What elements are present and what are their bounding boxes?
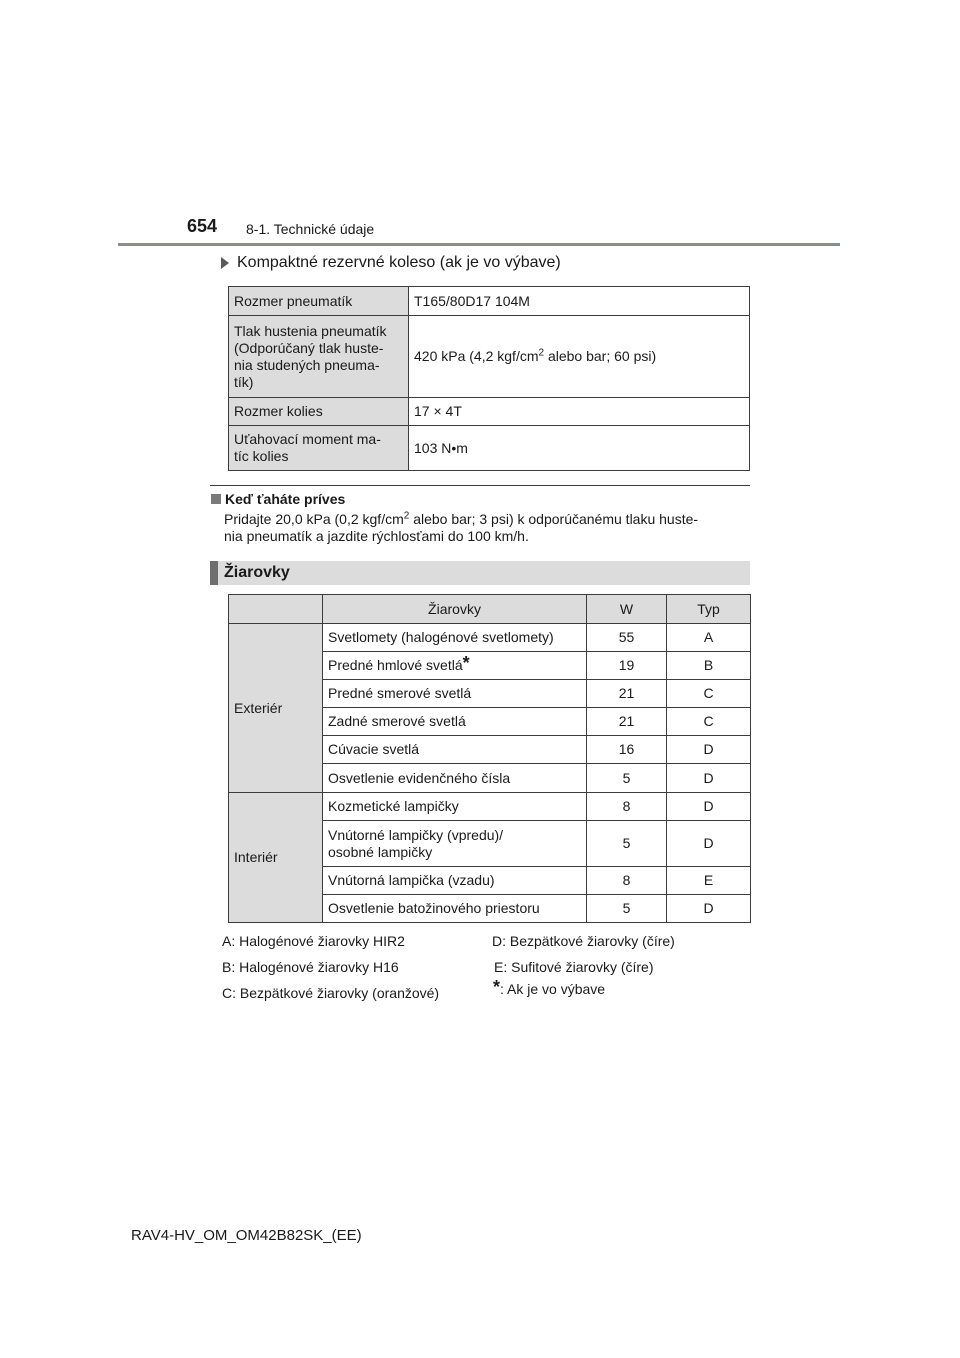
bulb-cell: Osvetlenie batožinového priestoru: [323, 895, 587, 923]
group-label-interior: Interiér: [229, 793, 323, 923]
bulb-cell: Kozmetické lampičky: [323, 793, 587, 821]
bulb-cell: Vnútorná lampička (vzadu): [323, 867, 587, 895]
table-value-cell: T165/80D17 104M: [409, 287, 750, 316]
table-value-cell: 17 × 4T: [409, 398, 750, 426]
type-cell: C: [667, 708, 751, 736]
bulb-cell: Cúvacie svetlá: [323, 736, 587, 764]
bulb-cell: Osvetlenie evidenčného čísla: [323, 764, 587, 793]
legend-d: D: Bezpätkové žiarovky (číre): [492, 933, 675, 949]
watt-cell: 19: [587, 652, 667, 680]
legend-b: B: Halogénové žiarovky H16: [222, 959, 399, 975]
type-cell: E: [667, 867, 751, 895]
trailer-title-text: Keď ťaháte príves: [225, 491, 346, 507]
asterisk-mark: *: [493, 977, 501, 997]
table-value-cell: 103 N•m: [409, 426, 750, 471]
type-cell: D: [667, 895, 751, 923]
bulbs-table: [228, 594, 751, 923]
legend-c: C: Bezpätkové žiarovky (oranžové): [222, 985, 440, 1001]
type-cell: D: [667, 764, 751, 793]
triangle-bullet-icon: [221, 257, 229, 269]
section-title: 8-1. Technické údaje: [246, 221, 375, 237]
bulb-cell: Zadné smerové svetlá: [323, 708, 587, 736]
section-accent: [210, 561, 218, 585]
spare-wheel-table: [228, 286, 750, 471]
watt-cell: 16: [587, 736, 667, 764]
table-label-cell: Rozmer pneumatík: [229, 287, 409, 316]
table-label-cell: Tlak hustenia pneumatík (Odporúčaný tlak huste- nia studených pneuma- tík): [229, 316, 409, 398]
page-number: 654: [187, 216, 218, 236]
table-row: [229, 398, 750, 426]
watt-cell: 5: [587, 895, 667, 923]
table-label-cell: Uťahovací moment ma- tíc kolies: [229, 426, 409, 471]
trailer-title: [211, 491, 345, 507]
table-header-empty: [229, 595, 323, 624]
column-header-type: Typ: [667, 595, 751, 624]
asterisk-mark: *: [462, 653, 470, 673]
bulb-cell: Svetlomety (halogénové svetlomety): [323, 624, 587, 652]
watt-cell: 5: [587, 821, 667, 867]
watt-cell: 8: [587, 867, 667, 895]
bulbs-section-title: Žiarovky: [224, 564, 290, 581]
bulbs-section-header: [210, 561, 750, 585]
table-row: [229, 316, 750, 398]
type-cell: D: [667, 793, 751, 821]
type-cell: B: [667, 652, 751, 680]
table-row: [229, 426, 750, 471]
watt-cell: 8: [587, 793, 667, 821]
table-row: [229, 287, 750, 316]
type-cell: A: [667, 624, 751, 652]
spare-wheel-heading-text: Kompaktné rezervné koleso (ak je vo výbave): [237, 254, 561, 271]
section-divider: [210, 485, 750, 486]
bulb-cell: Vnútorné lampičky (vpredu)/ osobné lampičky: [323, 821, 587, 867]
header-rule: [118, 243, 840, 246]
watt-cell: 21: [587, 708, 667, 736]
spare-wheel-heading: [221, 254, 561, 272]
table-label-cell: Rozmer kolies: [229, 398, 409, 426]
bulb-cell: Predné smerové svetlá: [323, 680, 587, 708]
table-row: [229, 793, 751, 821]
legend-a: A: Halogénové žiarovky HIR2: [222, 933, 405, 949]
type-cell: C: [667, 680, 751, 708]
group-label-exterior: Exteriér: [229, 624, 323, 793]
watt-cell: 55: [587, 624, 667, 652]
trailer-text: Pridajte 20,0 kPa (0,2 kgf/$cm^2$ alebo bar; 3 psi) k odporúčanému tlaku huste- nia pneumatík a jazdite rýchlosťami do 100 km/h.: [224, 510, 699, 544]
watt-cell: 21: [587, 680, 667, 708]
watt-cell: 5: [587, 764, 667, 793]
table-header-row: [229, 595, 751, 624]
column-header-bulb: Žiarovky: [323, 595, 587, 624]
type-cell: D: [667, 736, 751, 764]
bulb-cell: Predné hmlové svetlá*: [323, 652, 587, 680]
table-value-cell: 420 kPa (4,2 kgf/$cm^2$ alebo bar; 60 psi): [409, 316, 750, 398]
column-header-w: W: [587, 595, 667, 624]
table-row: [229, 624, 751, 652]
legend-e: E: Sufitové žiarovky (číre): [494, 959, 654, 975]
square-bullet-icon: [211, 494, 221, 504]
manual-code: RAV4-HV_OM_OM42B82SK_(EE): [131, 1227, 362, 1244]
type-cell: D: [667, 821, 751, 867]
legend-star: *: Ak je vo výbave: [493, 977, 606, 997]
